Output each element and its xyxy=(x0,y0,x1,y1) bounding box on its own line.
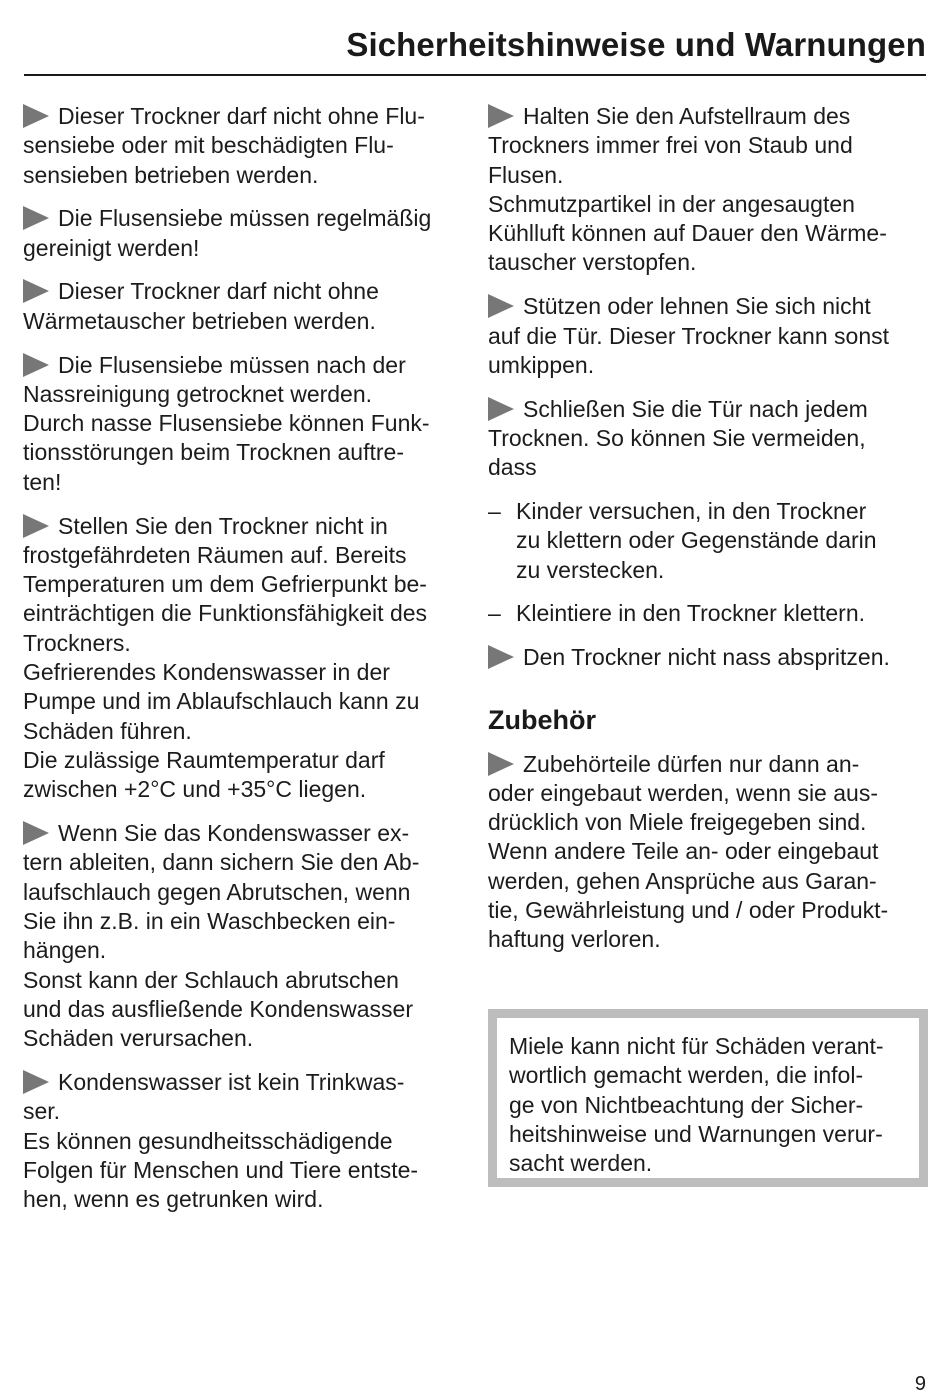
text-line: sensieben betrieben werden. xyxy=(23,161,319,188)
notice-box xyxy=(488,1009,928,1187)
text-line: Halten Sie den Aufstellraum des xyxy=(488,102,928,131)
text-line: Dieser Trockner darf nicht ohne Flu- xyxy=(23,102,468,131)
text-line: Sonst kann der Schlauch abrutschen xyxy=(23,966,399,993)
text-line: Den Trockner nicht nass abspritzen. xyxy=(488,643,928,672)
text-line: ser. xyxy=(23,1098,61,1125)
arrow-right-icon xyxy=(23,1070,49,1094)
text-line: Sie ihn z.B. in ein Waschbecken ein- xyxy=(23,907,396,934)
arrow-right-icon xyxy=(488,397,514,421)
dash-list-item xyxy=(488,497,928,585)
text-line: Trocknen. So können Sie vermeiden, xyxy=(488,424,866,451)
safety-paragraph xyxy=(23,512,468,805)
text-line: Trockners. xyxy=(23,629,131,656)
text-line: und das ausfließende Kondenswasser xyxy=(23,995,413,1022)
text-line: dass xyxy=(488,454,537,481)
safety-paragraph xyxy=(488,292,928,380)
right-column-paragraphs xyxy=(488,102,928,673)
arrow-right-icon xyxy=(23,206,49,230)
text-line: Temperaturen um dem Gefrierpunkt be- xyxy=(23,571,427,598)
arrow-right-icon xyxy=(23,279,49,303)
safety-paragraph xyxy=(488,643,928,672)
text-line: Schäden führen. xyxy=(23,717,192,744)
notice-text xyxy=(509,1032,919,1178)
text-line: haftung verloren. xyxy=(488,926,661,953)
text-line: Wenn andere Teile an- oder eingebaut xyxy=(488,838,879,865)
safety-paragraph xyxy=(23,819,468,1053)
text-line: Kondenswasser ist kein Trinkwas- xyxy=(23,1068,468,1097)
text-line: umkippen. xyxy=(488,351,595,378)
text-line: zu verstecken. xyxy=(516,556,665,583)
text-line: ge von Nichtbeachtung der Sicher- xyxy=(509,1091,864,1118)
arrow-right-icon xyxy=(488,752,514,776)
text-line: Es können gesundheitsschädigende xyxy=(23,1127,393,1154)
text-line: Wenn Sie das Kondenswasser ex- xyxy=(23,819,468,848)
dash-list-item xyxy=(488,599,928,628)
text-line: sensiebe oder mit beschädigten Flu- xyxy=(23,132,394,159)
arrow-right-icon xyxy=(23,514,49,538)
safety-paragraph xyxy=(488,395,928,483)
dash-bullet: – xyxy=(488,498,501,525)
text-line: zu klettern oder Gegenstände darin xyxy=(516,527,877,554)
arrow-right-icon xyxy=(23,104,49,128)
text-line: Wärmetauscher betrieben werden. xyxy=(23,307,376,334)
text-line: drücklich von Miele freigegeben sind. xyxy=(488,809,867,836)
text-line: einträchtigen die Funktionsfähigkeit des xyxy=(23,600,428,627)
text-line: Durch nasse Flusensiebe können Funk- xyxy=(23,410,430,437)
text-line: Kleintiere in den Trockner klettern. xyxy=(516,600,866,627)
text-line: hen, wenn es getrunken wird. xyxy=(23,1186,324,1213)
arrow-right-icon xyxy=(23,353,49,377)
text-line: Trockners immer frei von Staub und xyxy=(488,132,853,159)
arrow-right-icon xyxy=(488,294,514,318)
text-line: Flusen. xyxy=(488,161,564,188)
arrow-right-icon xyxy=(488,645,514,669)
text-line: gereinigt werden! xyxy=(23,234,200,261)
safety-paragraph xyxy=(488,102,928,278)
text-line: Die zulässige Raumtemperatur darf xyxy=(23,746,385,773)
text-line: hängen. xyxy=(23,937,107,964)
text-line: Dieser Trockner darf nicht ohne xyxy=(23,277,468,306)
header-divider xyxy=(24,74,926,76)
text-line: tern ableiten, dann sichern Sie den Ab- xyxy=(23,849,420,876)
text-line: Miele kann nicht für Schäden verant- xyxy=(509,1033,884,1059)
safety-paragraph xyxy=(23,277,468,336)
text-line: Schäden verursachen. xyxy=(23,1025,254,1052)
arrow-right-icon xyxy=(488,104,514,128)
page-title: Sicherheitshinweise und Warnungen xyxy=(346,26,926,63)
accessories-paragraphs xyxy=(488,750,928,955)
text-line: Pumpe und im Ablaufschlauch kann zu xyxy=(23,688,420,715)
text-line: ten! xyxy=(23,468,62,495)
left-column xyxy=(23,102,468,1229)
safety-paragraph xyxy=(23,1068,468,1214)
text-line: Schmutzpartikel in der angesaugten xyxy=(488,190,855,217)
text-line: werden, gehen Ansprüche aus Garan- xyxy=(488,867,877,894)
text-line: tauscher verstopfen. xyxy=(488,249,697,276)
dash-bullet: – xyxy=(488,600,501,627)
text-line: heitshinweise und Warnungen verur- xyxy=(509,1120,883,1147)
text-line: tie, Gewährleistung und / oder Produkt- xyxy=(488,897,889,924)
safety-paragraph xyxy=(23,204,468,263)
page-number: 9 xyxy=(914,1373,926,1395)
text-line: Gefrierendes Kondenswasser in der xyxy=(23,659,390,686)
text-line: Zubehörteile dürfen nur dann an- xyxy=(488,750,928,779)
text-line: tionsstörungen beim Trocknen auftre- xyxy=(23,439,404,466)
text-line: wortlich gemacht werden, die infol- xyxy=(509,1062,864,1089)
text-line: Kühlluft können auf Dauer den Wärme- xyxy=(488,220,887,247)
text-line: Schließen Sie die Tür nach jedem xyxy=(488,395,928,424)
text-line: laufschlauch gegen Abrutschen, wenn xyxy=(23,878,411,905)
right-column xyxy=(488,102,928,969)
text-line: Stellen Sie den Trockner nicht in xyxy=(23,512,468,541)
text-line: frostgefährdeten Räumen auf. Bereits xyxy=(23,541,407,568)
text-line: Stützen oder lehnen Sie sich nicht xyxy=(488,292,928,321)
text-line: Nassreinigung getrocknet werden. xyxy=(23,380,373,407)
text-line: sacht werden. xyxy=(509,1150,653,1177)
text-line: Folgen für Menschen und Tiere entste- xyxy=(23,1156,419,1183)
arrow-right-icon xyxy=(23,821,49,845)
text-line: Kinder versuchen, in den Trockner xyxy=(516,498,867,525)
safety-paragraph xyxy=(488,750,928,955)
safety-paragraph xyxy=(23,351,468,497)
text-line: oder eingebaut werden, wenn sie aus- xyxy=(488,779,878,806)
section-heading-accessories: Zubehör xyxy=(488,704,596,735)
text-line: auf die Tür. Dieser Trockner kann sonst xyxy=(488,322,889,349)
safety-paragraph xyxy=(23,102,468,190)
text-line: zwischen +2°C und +35°C liegen. xyxy=(23,776,367,803)
text-line: Die Flusensiebe müssen regelmäßig xyxy=(23,204,468,233)
text-line: Die Flusensiebe müssen nach der xyxy=(23,351,468,380)
